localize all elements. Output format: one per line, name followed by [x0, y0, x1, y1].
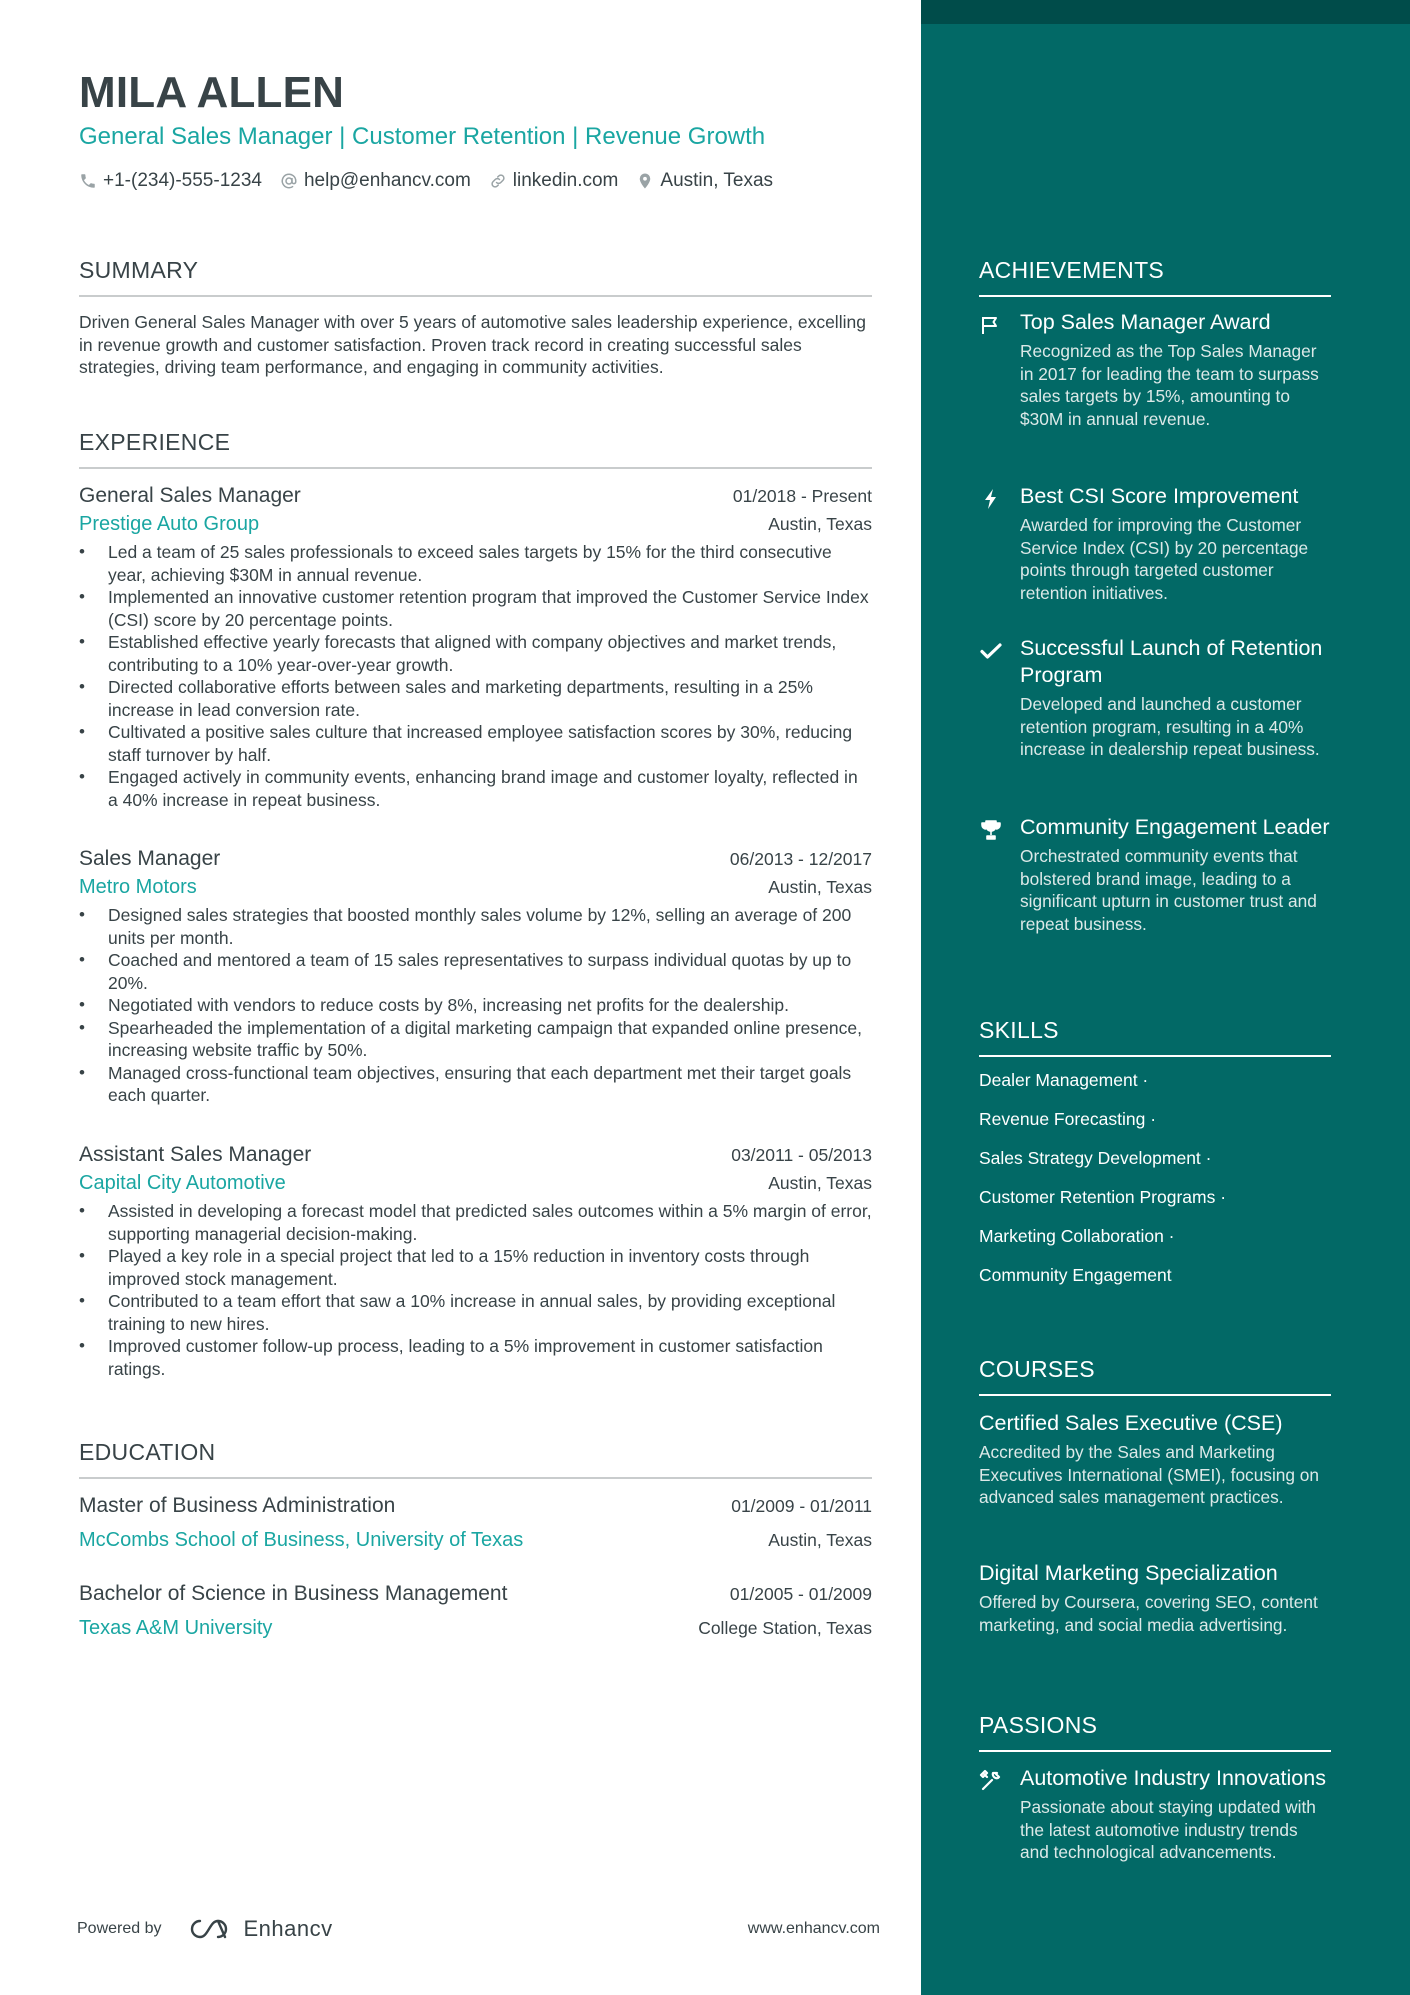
passion-desc: Passionate about staying updated with the latest automotive industry trends and technological advancements. [1020, 1797, 1316, 1862]
trophy-icon [979, 818, 1003, 842]
phone-text: +1-(234)-555-1234 [103, 170, 262, 191]
powered-by [77, 1916, 333, 1942]
bullet-item: • Assisted in developing a forecast model that predicted sales outcomes within a 5% margin of error, supporting managerial decision-making. [79, 1200, 872, 1245]
achievement-title: Best CSI Score Improvement [1020, 484, 1299, 508]
job-title: Assistant Sales Manager [79, 1143, 312, 1166]
summary-heading: SUMMARY [79, 255, 872, 297]
course-desc: Offered by Coursera, covering SEO, content marketing, and social media advertising. [979, 1592, 1318, 1635]
achievement-item [979, 814, 1331, 935]
job-bullets [79, 1200, 872, 1380]
contact-bar [79, 168, 773, 194]
skills-heading: SKILLS [979, 1015, 1331, 1057]
bullet-item: • Directed collaborative efforts between sales and marketing departments, resulting in a 25% increase in lead conversion rate. [79, 676, 872, 721]
achievement-desc: Awarded for improving the Customer Service Index (CSI) by 20 percentage points through targeted customer retention initiatives. [1020, 515, 1309, 603]
job-dates: 03/2011 - 05/2013 [731, 1145, 872, 1165]
enhancv-logo-icon [188, 1917, 234, 1941]
achievement-desc: Orchestrated community events that bolstered brand image, leading to a significant upturn in customer trust and repeat business. [1020, 846, 1317, 934]
achievement-item [979, 309, 1331, 430]
achievement-item [979, 635, 1331, 761]
link-icon [489, 172, 507, 190]
achievement-item [979, 483, 1331, 604]
courses-heading: COURSES [979, 1354, 1331, 1396]
tools-icon [979, 1769, 1003, 1793]
job-bullets [79, 541, 872, 811]
skill-item: Marketing Collaboration · [979, 1226, 1175, 1246]
job-location: Austin, Texas [768, 514, 872, 534]
check-icon [979, 639, 1003, 663]
contact-linkedin[interactable] [489, 168, 619, 194]
bullet-item: • Negotiated with vendors to reduce costs by 8%, increasing net profits for the dealership. [79, 994, 872, 1017]
passion-item [979, 1765, 1331, 1864]
education-location: College Station, Texas [698, 1618, 872, 1638]
bullet-item: • Cultivated a positive sales culture that increased employee satisfaction scores by 30%, reducing staff turnover by half. [79, 721, 872, 766]
lightning-icon [979, 487, 1003, 511]
company-name: Capital City Automotive [79, 1172, 286, 1194]
powered-by-label: Powered by [77, 1920, 162, 1937]
course-title: Certified Sales Executive (CSE) [979, 1411, 1283, 1435]
education-heading: EDUCATION [79, 1437, 872, 1479]
bullet-item: • Contributed to a team effort that saw a 10% increase in annual sales, by providing exceptional training to new hires. [79, 1290, 872, 1335]
course-desc: Accredited by the Sales and Marketing Executives International (SMEI), focusing on advanced sales management practices. [979, 1442, 1320, 1507]
bullet-item: • Spearheaded the implementation of a digital marketing campaign that expanded online presence, increasing website traffic by 50%. [79, 1017, 872, 1062]
bullet-item: • Played a key role in a special project that led to a 15% reduction in inventory costs through improved stock management. [79, 1245, 872, 1290]
brand-name: Enhancv [243, 1916, 333, 1941]
skill-item: Sales Strategy Development · [979, 1148, 1212, 1168]
summary-text: Driven General Sales Manager with over 5 years of automotive sales leadership experience, excelling in revenue growth and customer satisfaction. Proven track record in creating successful sales strategies, driving team performance, and engaging in community activities. [79, 312, 866, 377]
degree: Bachelor of Science in Business Management [79, 1582, 508, 1605]
footer [77, 1916, 880, 1942]
company-name: Metro Motors [79, 876, 197, 898]
contact-phone[interactable] [79, 168, 262, 194]
sidebar-top-band [921, 0, 1410, 24]
skill-item: Customer Retention Programs · [979, 1187, 1227, 1207]
passions-heading: PASSIONS [979, 1710, 1331, 1752]
experience-item [79, 1141, 872, 1380]
at-icon [280, 172, 298, 190]
education-item [79, 1580, 872, 1642]
bullet-item: • Implemented an innovative customer retention program that improved the Customer Service Index (CSI) score by 20 percentage points. [79, 586, 872, 631]
achievement-desc: Recognized as the Top Sales Manager in 2017 for leading the team to surpass sales targets by 15%, amounting to $30M in annual revenue. [1020, 341, 1319, 429]
job-location: Austin, Texas [768, 1173, 872, 1193]
skill-item: Community Engagement [979, 1265, 1172, 1285]
achievement-desc: Developed and launched a customer retention program, resulting in a 40% increase in dealership repeat business. [1020, 694, 1320, 759]
location-text: Austin, Texas [660, 170, 774, 191]
school-name: Texas A&M University [79, 1617, 273, 1639]
passion-title: Automotive Industry Innovations [1020, 1766, 1326, 1790]
skills-list [979, 1069, 1331, 1303]
degree: Master of Business Administration [79, 1494, 396, 1517]
bullet-item: • Coached and mentored a team of 15 sales representatives to surpass individual quotas by up to 20%. [79, 949, 872, 994]
achievement-title: Community Engagement Leader [1020, 815, 1330, 839]
school-name: McCombs School of Business, University of Texas [79, 1529, 524, 1551]
bullet-item: • Engaged actively in community events, enhancing brand image and customer loyalty, reflected in a 40% increase in repeat business. [79, 766, 872, 811]
education-dates: 01/2005 - 01/2009 [729, 1584, 872, 1604]
course-title: Digital Marketing Specialization [979, 1561, 1278, 1585]
achievement-title: Top Sales Manager Award [1020, 310, 1271, 334]
company-name: Prestige Auto Group [79, 513, 260, 535]
experience-heading: EXPERIENCE [79, 427, 872, 469]
linkedin-text: linkedin.com [512, 170, 619, 191]
bullet-item: • Established effective yearly forecasts that aligned with company objectives and market trends, contributing to a 10% year-over-year growth. [79, 631, 872, 676]
bullet-item: • Led a team of 25 sales professionals to exceed sales targets by 15% for the third consecutive year, achieving $30M in annual revenue. [79, 541, 872, 586]
job-title: Sales Manager [79, 847, 221, 870]
candidate-name: MILA ALLEN [79, 68, 345, 117]
job-location: Austin, Texas [768, 877, 872, 897]
phone-icon [79, 172, 97, 190]
website-link[interactable]: www.enhancv.com [747, 1920, 880, 1937]
sidebar [921, 0, 1410, 1995]
bullet-item: • Managed cross-functional team objectives, ensuring that each department met their target goals each quarter. [79, 1062, 872, 1107]
experience-item [79, 482, 872, 811]
achievement-title: Successful Launch of Retention Program [1020, 636, 1323, 687]
achievements-heading: ACHIEVEMENTS [979, 255, 1331, 297]
bullet-item: • Designed sales strategies that boosted monthly sales volume by 12%, selling an average of 200 units per month. [79, 904, 872, 949]
bullet-item: • Improved customer follow-up process, leading to a 5% improvement in customer satisfaction ratings. [79, 1335, 872, 1380]
skill-item: Revenue Forecasting · [979, 1109, 1157, 1129]
job-title: General Sales Manager [79, 484, 301, 507]
course-item [979, 1559, 1331, 1636]
experience-item [79, 845, 872, 1107]
email-text: help@enhancv.com [303, 170, 471, 191]
job-bullets [79, 904, 872, 1107]
course-item [979, 1409, 1331, 1509]
headline: General Sales Manager | Customer Retention | Revenue Growth [79, 123, 766, 150]
job-dates: 06/2013 - 12/2017 [729, 849, 872, 869]
contact-email[interactable] [280, 168, 471, 194]
flag-icon [979, 313, 1003, 337]
skill-item: Dealer Management · [979, 1070, 1149, 1090]
education-dates: 01/2009 - 01/2011 [731, 1496, 872, 1516]
education-location: Austin, Texas [768, 1530, 872, 1550]
brand-logo[interactable] [188, 1916, 333, 1942]
contact-location [636, 168, 773, 194]
job-dates: 01/2018 - Present [732, 486, 872, 506]
education-item [79, 1492, 872, 1554]
location-pin-icon [636, 172, 654, 190]
